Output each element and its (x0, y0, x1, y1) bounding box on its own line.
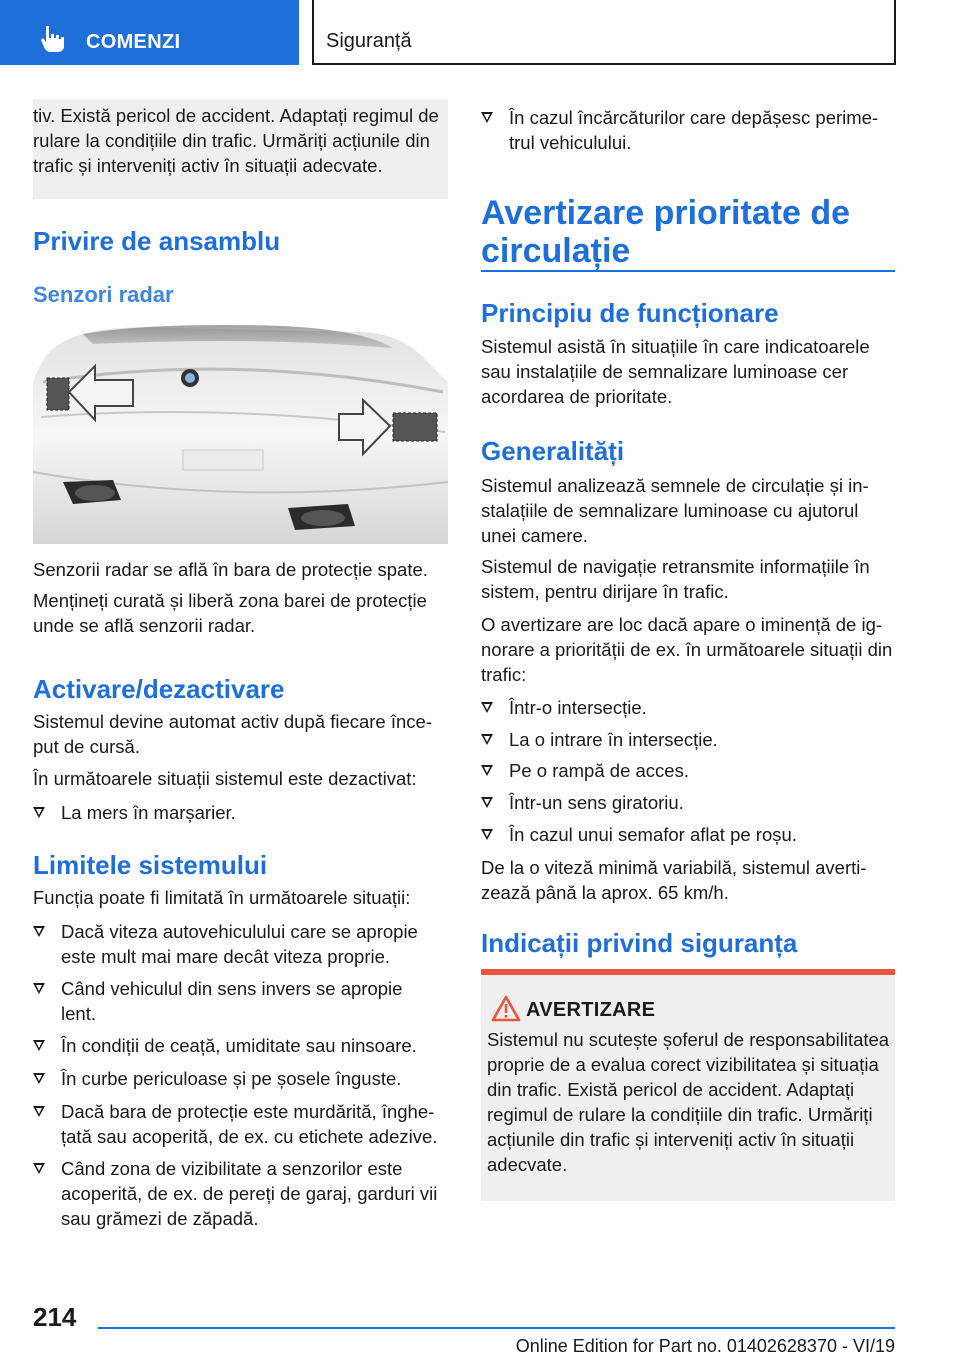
pointing-hand-icon (40, 24, 68, 54)
heading-divider (481, 270, 895, 272)
warning-continuation-box (33, 99, 448, 199)
triangle-bullet-icon (481, 734, 493, 745)
heading-system-limits: Limitele sistemului (33, 850, 268, 880)
heading-general: Generalități (481, 436, 625, 466)
header-section (312, 0, 896, 65)
radar-paragraph-1: Senzorii radar se află în bara de protecție spate. (33, 559, 428, 580)
triangle-bullet-icon (33, 807, 45, 818)
triangle-bullet-icon (33, 1040, 45, 1051)
warning-title: AVERTIZARE (526, 999, 656, 1021)
triangle-bullet-icon (33, 1106, 45, 1117)
triangle-bullet-icon (481, 797, 493, 808)
triangle-bullet-icon (481, 765, 493, 776)
page-number: 214 (33, 1302, 77, 1332)
warning-box-bar (481, 969, 895, 975)
triangle-bullet-icon (481, 829, 493, 840)
principle-paragraph: Sistemul asistă în situațiile în care indicatoarele sau instalațiile de semnalizare luminoase cer acordarea de prioritate. (481, 336, 870, 407)
header-tab-controls[interactable] (0, 0, 299, 65)
general-paragraph-3: O avertizare are loc dacă apare o iminență de ignorare a priorității de ex. în următoarele situații din trafic: (481, 614, 893, 685)
triangle-bullet-icon (481, 112, 493, 123)
heading-priority-warning: Avertizare prioritate de circulație (481, 194, 851, 270)
general-paragraph-2: Sistemul de navigație retransmite informațiile în sistem, pentru dirijare în trafic. (481, 556, 870, 602)
heading-safety-notes: Indicații privind siguranța (481, 928, 798, 958)
triangle-bullet-icon (33, 926, 45, 937)
radar-paragraph-2: Mențineți curată și liberă zona barei de protecție unde se află senzorii radar. (33, 590, 427, 636)
triangle-bullet-icon (33, 983, 45, 994)
radar-sensors-illustration (33, 322, 448, 544)
edition-info: Online Edition for Part no. 01402628370 - VI/19 (515, 1336, 895, 1356)
triangle-bullet-icon (33, 1073, 45, 1084)
heading-radar-sensors: Senzori radar (33, 282, 174, 307)
triangle-bullet-icon (33, 1163, 45, 1174)
heading-activation: Activare/dezactivare (33, 674, 285, 704)
footer-divider (98, 1327, 895, 1329)
limits-paragraph: Funcția poate fi limitată în următoarele situații: (33, 887, 411, 908)
triangle-bullet-icon (481, 702, 493, 713)
general-paragraph-4: De la o viteză minimă variabilă, sistemul avertizează până la aprox. 65 km/h. (481, 857, 867, 903)
warning-box (481, 969, 895, 1201)
heading-principle: Principiu de funcționare (481, 298, 779, 328)
activation-paragraph-2: În următoarele situații sistemul este dezactivat: (33, 768, 417, 789)
activation-paragraph-1: Sistemul devine automat activ după fiecare început de cursă. (33, 711, 432, 757)
general-paragraph-1: Sistemul analizează semnele de circulație și instalațiile de semnalizare luminoase cu ajutorul unei camere. (481, 475, 869, 546)
header-tab-label: COMENZI (86, 31, 181, 53)
warning-triangle-icon (491, 995, 521, 1022)
heading-overview: Privire de ansamblu (33, 226, 281, 256)
header-section-label: Siguranță (326, 30, 412, 52)
warning-continuation-text: tiv. Există pericol de accident. Adaptați regimul de rulare la condițiile din trafic. Urmăriți acțiunile din trafic și interveniți activ în situații adecvate. (33, 105, 439, 176)
warning-text: Sistemul nu scutește șoferul de responsabilitatea proprie de a evalua corect vizibilitatea și situația din trafic. Există pericol de accident. Adaptați regimul de rulare la condițiile din trafic. Urmăriți acțiunile din trafic și interveniți activ în situații adecvate. (487, 1029, 890, 1175)
